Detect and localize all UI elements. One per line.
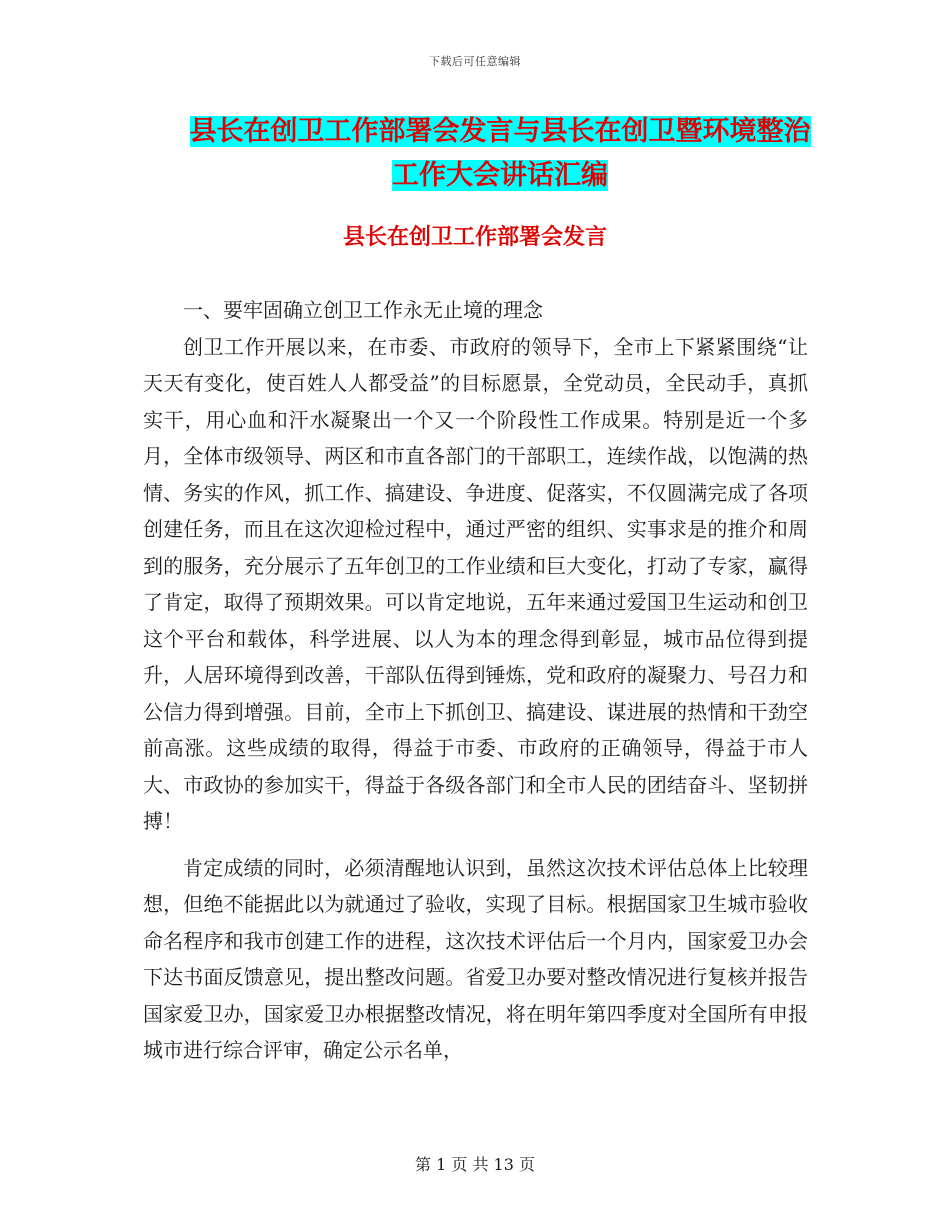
paragraph-2: 肯定成绩的同时，必须清醒地认识到，虽然这次技术评估总体上比较理想，但绝不能据此以为就通过了验收，实现了目标。根据国家卫生城市验收命名程序和我市创建工作的进程，这次技术评估后一个月内，国家爱卫办会下达书面反馈意见，提出整改问题。省爱卫办要对整改情况进行复核并报告国家爱卫办，国家爱卫办根据整改情况，将在明年第四季度对全国所有申报城市进行综合评审，确定公示名单，: [143, 855, 808, 1062]
header-note: 下载后可任意编辑: [429, 55, 521, 68]
document-title: [180, 110, 820, 198]
page-indicator: 第 1 页 共 13 页: [415, 1155, 535, 1174]
section-title: 县长在创卫工作部署会发言: [342, 225, 607, 250]
document-title-line1: 县长在创卫工作部署会发言与县长在创卫暨环境整治: [189, 116, 811, 147]
document-body: [143, 292, 808, 1069]
paragraph-1: 创卫工作开展以来，在市委、市政府的领导下，全市上下紧紧围绕“让天天有变化，使百姓人人都受益”的目标愿景，全党动员，全民动手，真抓实干，用心血和汗水凝聚出一个又一个阶段性工作成果。特别是近一个多月，全体市级领导、两区和市直各部门的干部职工，连续作战，以饱满的热情、务实的作风，抓工作、搞建设、争进度、促落实，不仅圆满完成了各项创建任务，而且在这次迎检过程中，通过严密的组织、实事求是的推介和周到的服务，充分展示了五年创卫的工作业绩和巨大变化，打动了专家，赢得了肯定，取得了预期效果。可以肯定地说，五年来通过爱国卫生运动和创卫这个平台和载体，科学进展、以人为本的理念得到彰显，城市品位得到提升，人居环境得到改善，干部队伍得到锤炼，党和政府的凝聚力、号召力和公信力得到增强。目前，全市上下抓创卫、搞建设、谋进展的热情和干劲空前高涨。这些成绩的取得，得益于市委、市政府的正确领导，得益于市人大、市政协的参加实干，得益于各级各部门和全市人民的团结奋斗、坚韧拼搏！: [143, 334, 808, 833]
section-heading: 一、要牢固确立创卫工作永无止境的理念: [183, 298, 543, 322]
document-title-line2: 工作大会讲话汇编: [392, 160, 608, 191]
